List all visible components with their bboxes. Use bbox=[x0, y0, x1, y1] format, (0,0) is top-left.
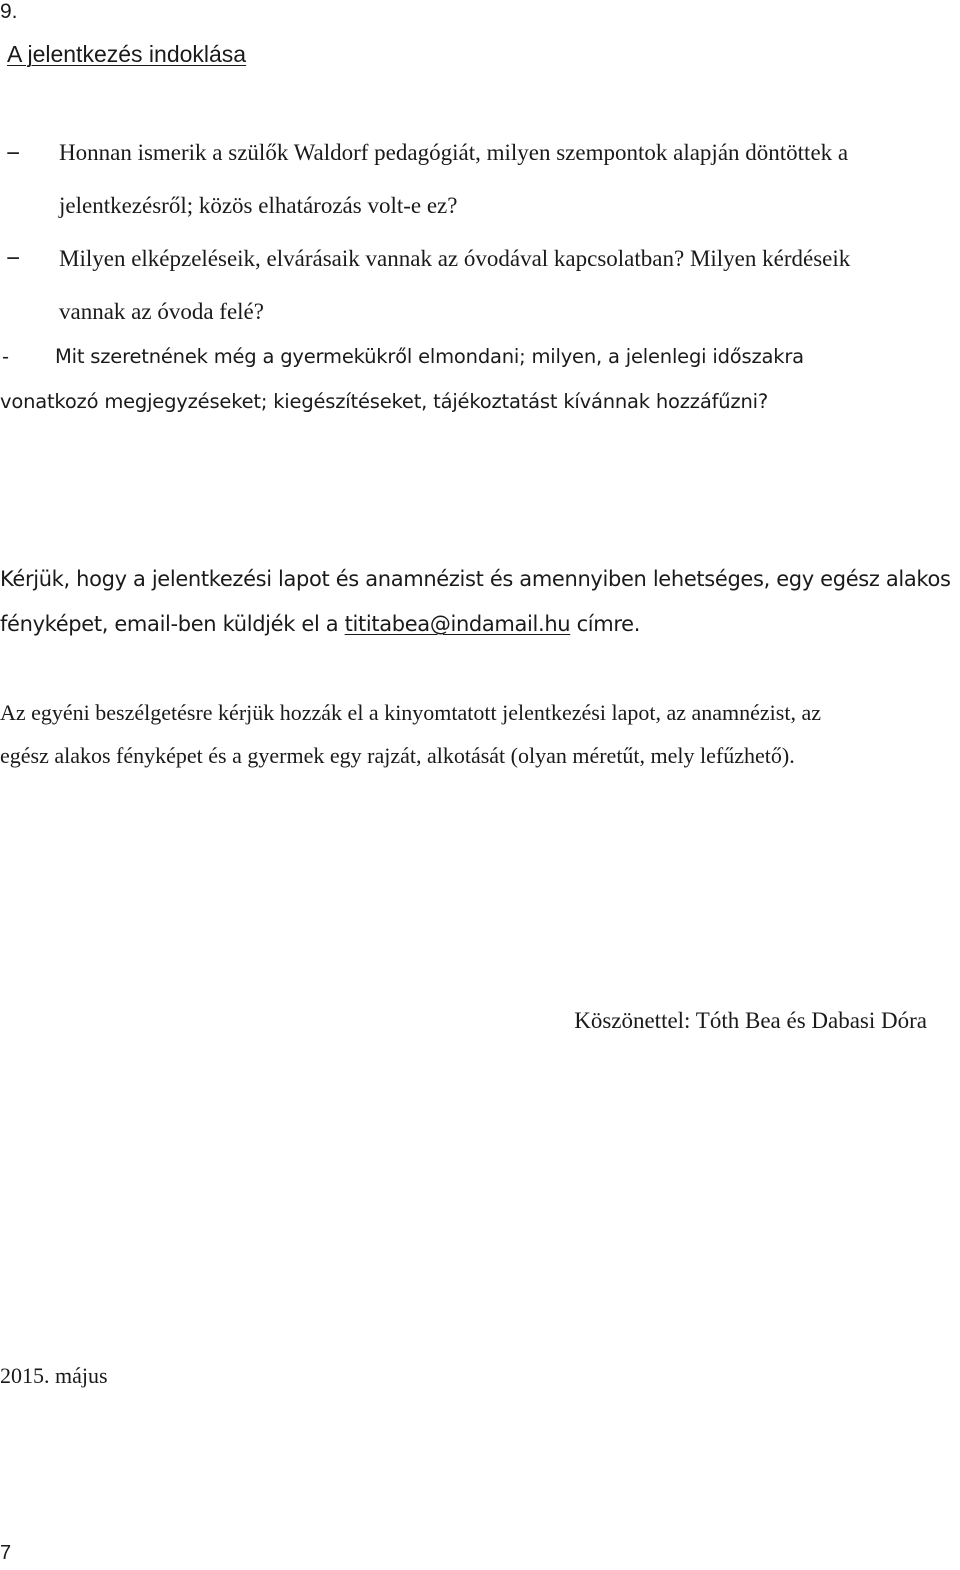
dash-bullet: - bbox=[2, 345, 9, 368]
section-title: A jelentkezés indoklása bbox=[7, 41, 247, 67]
question-line: vannak az óvoda felé? bbox=[59, 299, 264, 324]
closing-thanks: Köszönettel: Tóth Bea és Dabasi Dóra bbox=[574, 1008, 927, 1033]
request-paragraph-line: Kérjük, hogy a jelentkezési lapot és anamnézist és amennyiben lehetséges, egy egész alakos bbox=[0, 567, 951, 591]
question-line: Milyen elképzeléseik, elvárásaik vannak az óvodával kapcsolatban? Milyen kérdéseik bbox=[59, 246, 851, 271]
section-number: 9. bbox=[0, 0, 18, 23]
question-line: Honnan ismerik a szülők Waldorf pedagógiát, milyen szempontok alapján döntöttek a bbox=[59, 140, 849, 165]
dash-bullet: − bbox=[6, 245, 21, 272]
interview-paragraph-line: Az egyéni beszélgetésre kérjük hozzák el a kinyomtatott jelentkezési lapot, az anamnézist, az bbox=[0, 700, 821, 725]
question-line: vonatkozó megjegyzéseket; kiegészítéseket, tájékoztatást kívánnak hozzáfűzni? bbox=[0, 390, 768, 413]
interview-paragraph-line: egész alakos fényképet és a gyermek egy rajzát, alkotását (olyan méretűt, mely lefűzhető). bbox=[0, 743, 795, 768]
request-paragraph-line bbox=[0, 612, 640, 636]
document-date: 2015. május bbox=[0, 1363, 108, 1388]
page-number: 7 bbox=[0, 1542, 12, 1564]
dash-bullet: − bbox=[6, 140, 21, 167]
request-text: címre. bbox=[570, 612, 641, 636]
question-line: Mit szeretnének még a gyermekükről elmondani; milyen, a jelenlegi időszakra bbox=[55, 345, 804, 368]
question-line: jelentkezésről; közös elhatározás volt-e ez? bbox=[59, 193, 458, 218]
request-text: fényképet, email-ben küldjék el a bbox=[0, 612, 345, 636]
email-link[interactable]: tititabea@indamail.hu bbox=[344, 612, 571, 636]
